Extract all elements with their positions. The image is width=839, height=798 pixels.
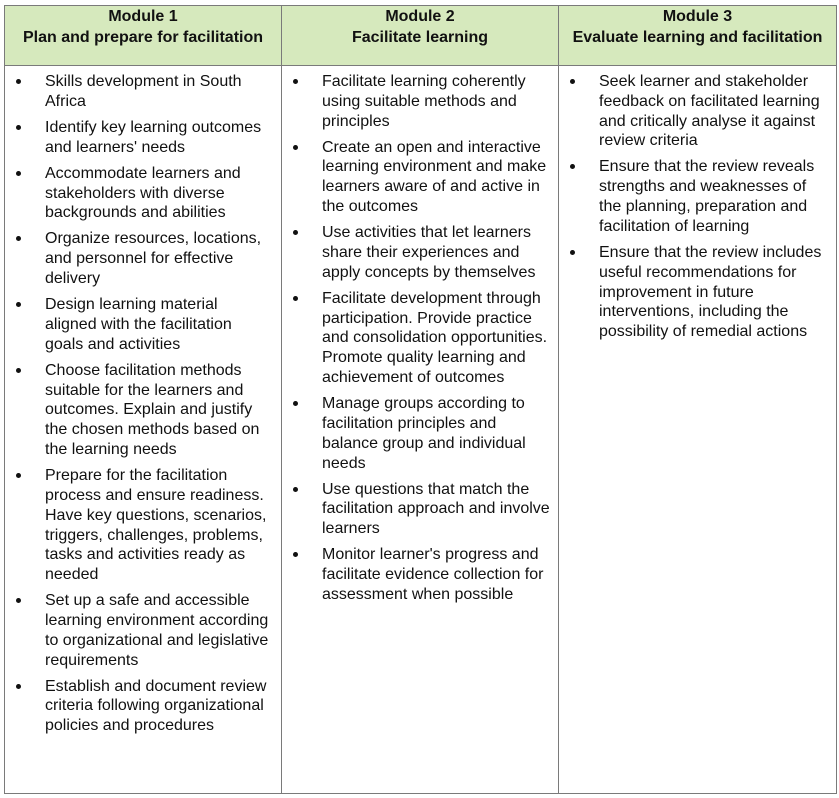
header-row: [5, 6, 837, 66]
bullet-icon: [16, 79, 21, 84]
list-item-text: Prepare for the facilitation process and ensure readiness. Have key questions, scenarios, triggers, challenges, problems, tasks and activities ready as needed: [45, 467, 267, 584]
list-item-text: Accommodate learners and stakeholders with diverse backgrounds and abilities: [45, 164, 241, 222]
module-3-title: Module 3: [662, 8, 733, 25]
list-item: [13, 295, 273, 354]
module-1-subtitle: Plan and prepare for facilitation: [22, 28, 264, 46]
list-item-text: Choose facilitation methods suitable for the learners and outcomes. Explain and justify the chosen methods based on the learning needs: [45, 361, 260, 459]
list-item: [13, 72, 273, 112]
bullet-icon: [570, 164, 575, 169]
list-item: [13, 118, 273, 158]
list-item: [290, 394, 550, 473]
list-item: [13, 229, 273, 288]
list-item: [290, 480, 550, 539]
list-item: [13, 466, 273, 585]
module-2-list: [282, 66, 558, 605]
bullet-icon: [293, 401, 298, 406]
list-item: [13, 677, 273, 736]
list-item-text: Use activities that let learners share their experiences and apply concepts by themselves: [322, 224, 536, 281]
bullet-icon: [16, 125, 21, 130]
list-item-text: Ensure that the review includes useful recommendations for improvement in future interventions, including the possibility of remedial actions: [599, 243, 822, 341]
module-1-header: [5, 6, 282, 66]
list-item: [290, 223, 550, 282]
module-2-cell: [282, 66, 559, 794]
list-item: [290, 72, 550, 131]
list-item-text: Monitor learner's progress and facilitate evidence collection for assessment when possible: [322, 546, 544, 603]
module-2-subtitle: Facilitate learning: [351, 28, 489, 46]
list-item-text: Create an open and interactive learning environment and make learners aware of and active in the outcomes: [322, 138, 547, 216]
modules-table: [4, 5, 837, 794]
bullet-icon: [293, 79, 298, 84]
list-item-text: Use questions that match the facilitation approach and involve learners: [322, 480, 550, 538]
module-1-title: Module 1: [108, 8, 178, 25]
bullet-icon: [16, 598, 21, 603]
list-item: [13, 591, 273, 670]
list-item: [13, 164, 273, 223]
list-item: [567, 157, 828, 236]
content-row: [5, 66, 837, 794]
list-item-text: Facilitate learning coherently using suitable methods and principles: [322, 73, 526, 130]
bullet-icon: [293, 296, 298, 301]
list-item-text: Manage groups according to facilitation principles and balance group and individual needs: [322, 395, 526, 472]
list-item-text: Seek learner and stakeholder feedback on facilitated learning and critically analyse it against review criteria: [599, 73, 820, 150]
module-3-cell: [559, 66, 837, 794]
bullet-icon: [16, 684, 21, 689]
bullet-icon: [293, 145, 298, 150]
list-item: [290, 289, 550, 388]
module-3-header: [559, 6, 837, 66]
bullet-icon: [16, 368, 21, 373]
list-item: [567, 243, 828, 342]
module-2-title: Module 2: [385, 8, 455, 25]
bullet-icon: [293, 552, 298, 557]
module-1-cell: [5, 66, 282, 794]
list-item-text: Facilitate development through participation. Provide practice and consolidation opportunities. Promote quality learning and achievement of outcomes: [322, 289, 548, 387]
list-item-text: Organize resources, locations, and personnel for effective delivery: [45, 230, 262, 288]
list-item-text: Establish and document review criteria following organizational policies and procedures: [45, 677, 267, 735]
bullet-icon: [293, 487, 298, 492]
module-3-subtitle: Evaluate learning and facilitation: [572, 28, 823, 46]
module-2-header: [282, 6, 559, 66]
module-3-list: [559, 66, 836, 342]
bullet-icon: [570, 250, 575, 255]
module-1-list: [5, 66, 281, 736]
list-item: [290, 138, 550, 217]
list-item: [13, 361, 273, 460]
list-item: [290, 545, 550, 604]
list-item-text: Identify key learning outcomes and learners' needs: [45, 118, 262, 156]
list-item-text: Ensure that the review reveals strengths and weaknesses of the planning, preparation and facilitation of learning: [599, 158, 815, 235]
list-item: [567, 72, 828, 151]
bullet-icon: [16, 171, 21, 176]
list-item-text: Design learning material aligned with the facilitation goals and activities: [45, 296, 232, 353]
bullet-icon: [570, 79, 575, 84]
bullet-icon: [16, 236, 21, 241]
bullet-icon: [293, 230, 298, 235]
bullet-icon: [16, 302, 21, 307]
list-item-text: Set up a safe and accessible learning environment according to organizational and legislative requirements: [45, 592, 269, 669]
list-item-text: Skills development in South Africa: [45, 73, 242, 110]
bullet-icon: [16, 473, 21, 478]
